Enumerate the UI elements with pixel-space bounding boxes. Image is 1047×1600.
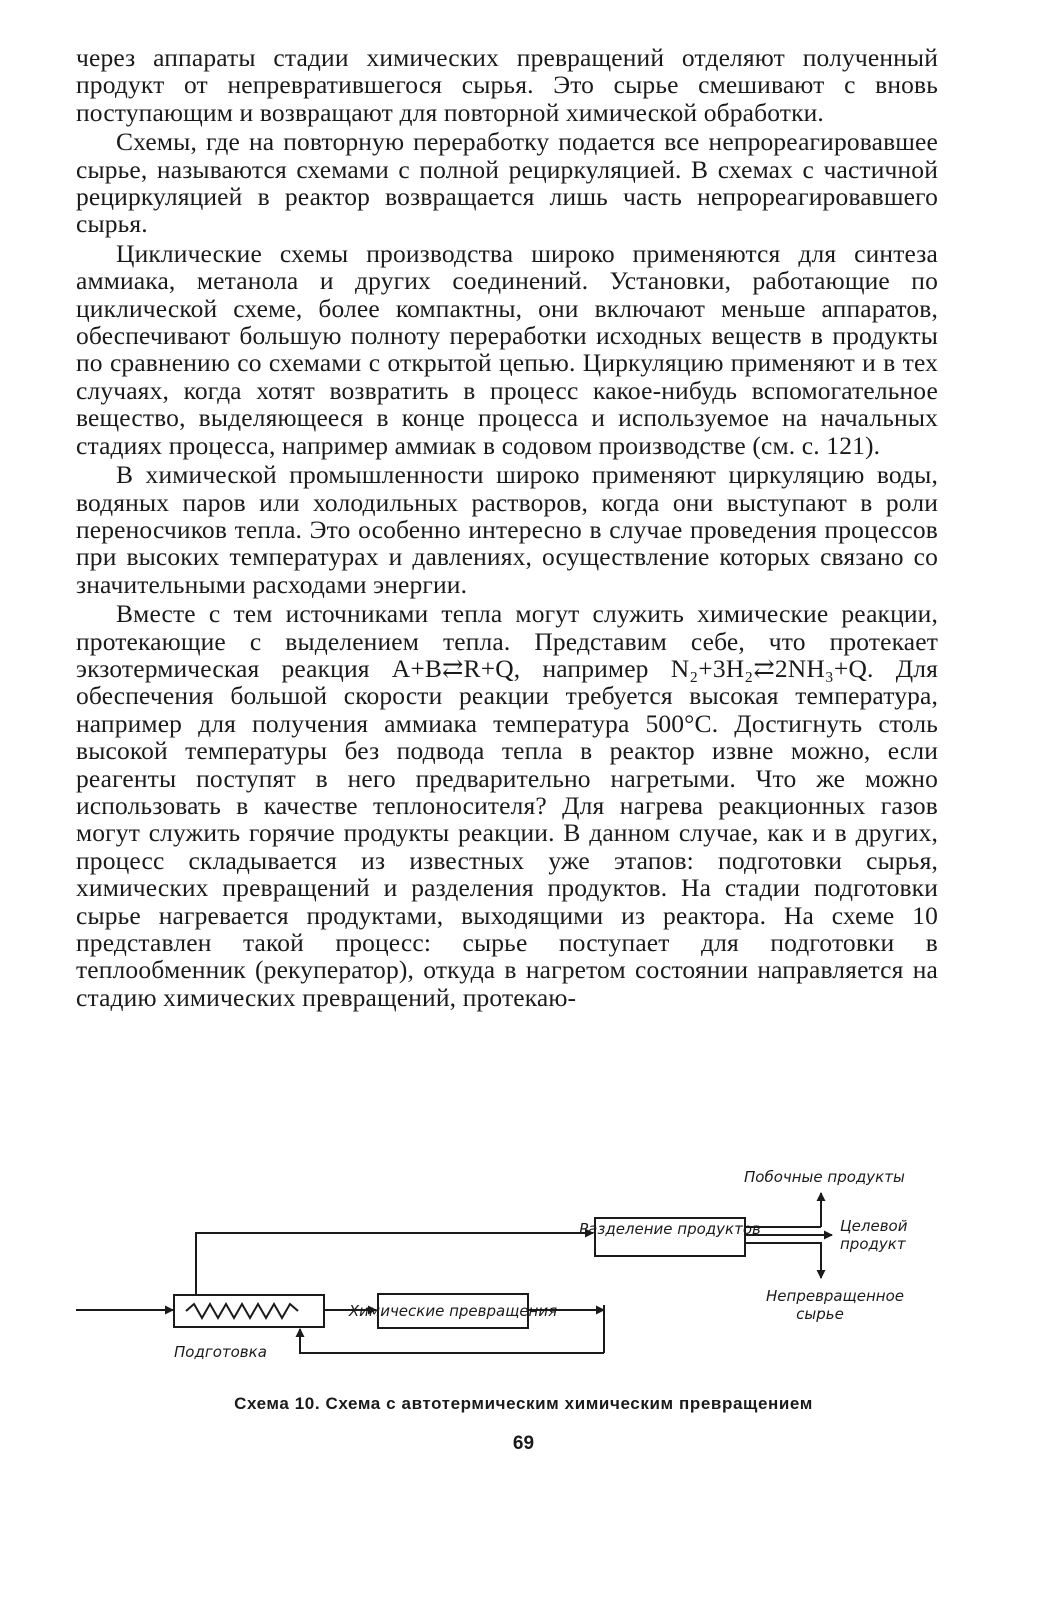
paragraph: В химической промышленности широко применяют циркуляцию воды, водяных паров или холодильных растворов, когда они выступают в роли переносчиков тепла. Это особенно интересно в случае проведения процессов при высоких температурах и давлениях, осуществление которых связано со значительными расходами энергии. — [76, 460, 938, 599]
paragraph: Схемы, где на повторную переработку подается все непрореагировавшее сырье, называются схемами с полной рециркуляцией. В схемах с частичной рециркуляцией в реактор возвращается лишь часть непрореагировавшего сырья. — [76, 127, 938, 239]
target-label-line1: Целевой — [840, 1217, 908, 1235]
figure-caption: Схема 10. Схема с автотермическим химическим превращением — [234, 1394, 813, 1413]
heating-coil-icon — [186, 1304, 298, 1318]
process-flow-diagram — [76, 1165, 956, 1400]
return-arrow-to-preparation — [300, 1329, 604, 1353]
paragraph: через аппараты стадии химических превращений отделяют полученный продукт от непревратившегося сырья. Это сырье смешивают с вновь поступающим и возвращают для повторной химической обработки. — [76, 43, 938, 127]
preparation-label: Подготовка — [174, 1343, 267, 1361]
target-label-line2: продукт — [840, 1235, 906, 1253]
preparation-box — [174, 1295, 324, 1327]
page-number: 69 — [512, 1433, 535, 1454]
unconverted-label-line1: Непревращенное — [766, 1287, 904, 1305]
body-text — [76, 44, 938, 1011]
arrow-to-separation — [196, 1233, 593, 1295]
unconverted-arrow — [745, 1243, 821, 1278]
paragraph: Вместе с тем источниками тепла могут служить химические реакции, протекающие с выделением тепла. Представим себе, что протекает экзотермическая реакция A+B⇄R+Q, например N₂+3H₂⇄2NH₃+Q. Для обеспечения большой скорости реакции требуется высокая температура, например для получения аммиака температура 500°С. Достигнуть столь высокой температуры без подвода тепла в реактор извне можно, если реагенты поступят в него предварительно нагретыми. Что же можно использовать в качестве теплоносителя? Для нагрева реакционных газов могут служить горячие продукты реакции. В данном случае, как и в других, процесс складывается из известных уже этапов: подготовки сырья, химических превращений и разделения продуктов. На стадии подготовки сырье нагревается продуктами, выходящими из реактора. На схеме 10 представлен такой процесс: сырье поступает для подготовки в теплообменник (рекуператор), откуда в нагретом состоянии направляется на стадию химических превращений, протекаю- — [76, 599, 938, 1012]
unconverted-label-line2: сырье — [796, 1305, 844, 1323]
chemical-label: Химические превращения — [348, 1302, 558, 1320]
byproducts-label: Побочные продукты — [744, 1168, 905, 1186]
paragraph: Циклические схемы производства широко применяются для синтеза аммиака, метанола и других соединений. Установки, работающие по циклической схеме, более компактны, они включают меньше аппаратов, обеспечивают большую полноту переработки исходных веществ в продукты по сравнению со схемами с открытой цепью. Циркуляцию применяют и в тех случаях, когда хотят возвратить в процесс какое-нибудь вспомогательное вещество, выделяющееся в конце процесса и используемое на начальных стадиях процесса, например аммиак в содовом производстве (см. с. 121). — [76, 238, 938, 460]
separation-label: Разделение продуктов — [579, 1220, 761, 1238]
